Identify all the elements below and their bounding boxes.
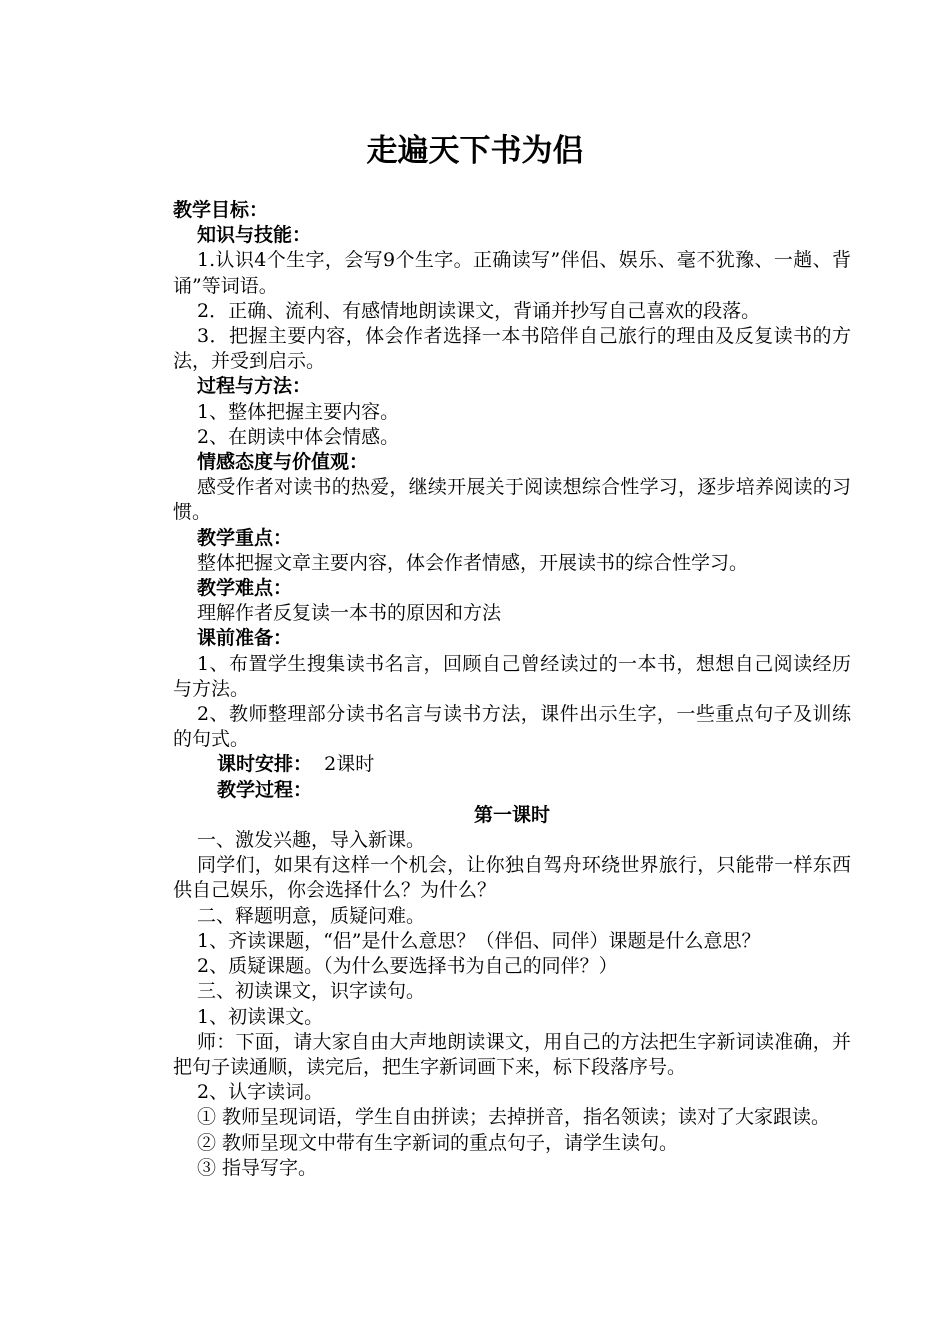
key-text: 整体把握文章主要内容，体会作者情感，开展读书的综合性学习。 <box>197 551 749 574</box>
step-3-item-1-text: 师：下面，请大家自由大声地朗读课文，用自己的方法把生字新词读准确，并把句子读通顺，读完后，把生字新词画下来，标下段落序号。 <box>173 1030 851 1078</box>
knowledge-item-1: 1.认识4个生字，会写9个生字。正确读写”伴侣、娱乐、毫不犹豫、一趟、背诵”等词语。 <box>173 249 851 297</box>
objectives-heading: 教学目标： <box>173 199 269 221</box>
schedule-label: 课时安排： <box>217 753 313 776</box>
prep-item-2: 2、教师整理部分读书名言与读书方法，课件出示生字，一些重点句子及训练的句式。 <box>173 703 851 751</box>
process-item-2: 2、在朗读中体会情感。 <box>197 425 400 448</box>
step-3-item-2: 2、认字读词。 <box>197 1081 324 1104</box>
prep-heading: 课前准备： <box>197 627 293 650</box>
step-1: 一、激发兴趣，导入新课。 <box>197 829 426 852</box>
lesson-one-heading: 第一课时 <box>473 803 550 826</box>
step-2-item-1: 1、齐读课题，“侣”是什么意思？（伴侣、同伴）课题是什么意思？ <box>197 929 761 952</box>
difficulty-heading: 教学难点： <box>197 577 293 600</box>
step-3-item-2-a: ① 教师呈现词语，学生自由拼读；去掉拼音，指名领读；读对了大家跟读。 <box>197 1106 831 1129</box>
schedule-value: 2课时 <box>324 753 375 776</box>
difficulty-text: 理解作者反复读一本书的原因和方法 <box>197 602 502 625</box>
step-2: 二、释题明意，质疑问难。 <box>197 904 426 927</box>
knowledge-item-2: 2．正确、流利、有感情地朗读课文，背诵并抄写自己喜欢的段落。 <box>197 299 761 322</box>
step-3-item-1: 1、初读课文。 <box>197 1005 324 1028</box>
teaching-process-heading: 教学过程： <box>217 778 313 801</box>
prep-item-1: 1、布置学生搜集读书名言，回顾自己曾经读过的一本书，想想自己阅读经历与方法。 <box>173 652 851 700</box>
step-3: 三、初读课文，识字读句。 <box>197 980 426 1003</box>
emotion-heading: 情感态度与价值观： <box>197 451 369 474</box>
schedule-line <box>173 752 851 777</box>
key-heading: 教学重点： <box>197 526 293 549</box>
step-3-item-2-c: ③ 指导写字。 <box>197 1156 318 1179</box>
step-3-item-2-b: ② 教师呈现文中带有生字新词的重点句子，请学生读句。 <box>197 1131 679 1154</box>
document-body <box>173 198 851 1181</box>
knowledge-item-3: 3．把握主要内容，体会作者选择一本书陪伴自己旅行的理由及反复读书的方法，并受到启示。 <box>173 325 851 373</box>
step-1-text: 同学们，如果有这样一个机会，让你独自驾舟环绕世界旅行，只能带一样东西供自己娱乐，你会选择什么？为什么？ <box>173 854 851 902</box>
process-heading: 过程与方法： <box>197 375 312 398</box>
process-item-1: 1、整体把握主要内容。 <box>197 400 400 423</box>
step-2-item-2: 2、质疑课题。（为什么要选择书为自己的同伴？） <box>197 955 618 978</box>
knowledge-heading: 知识与技能： <box>197 224 312 247</box>
emotion-text: 感受作者对读书的热爱，继续开展关于阅读想综合性学习，逐步培养阅读的习惯。 <box>173 476 851 524</box>
document-title: 走遍天下书为侣 <box>366 133 584 169</box>
